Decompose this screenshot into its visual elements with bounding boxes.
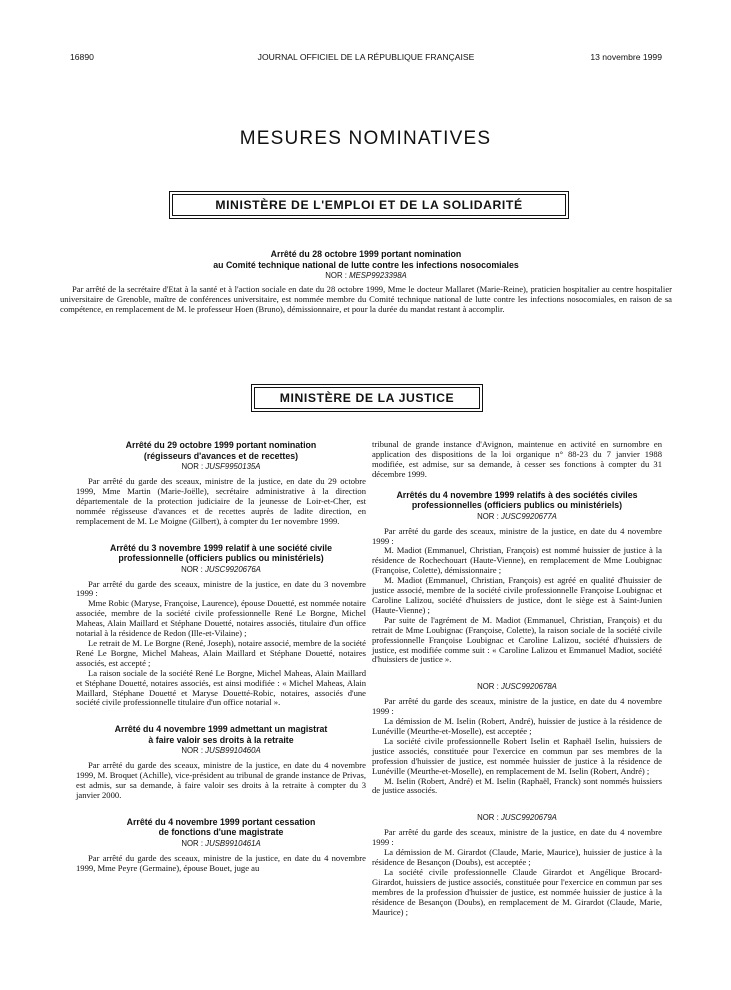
nor-reference: NOR : MESP9923398A	[325, 271, 407, 280]
article-body: Par arrêté du garde des sceaux, ministre de la justice, en date du 3 novembre 1999 : Mme Robic (Maryse, Françoise, Laurence), épouse Douetté, est nommée notaire associée, membre de la société civile professionnelle René Le Borgne, Michel Maheas, Alain Maillard et Stéphane Douetté, notaires associés, titulaire d'un office notarial à la résidence de Redon (Ille-et-Vilaine) ; Le retrait de M. Le Borgne (René, Joseph), notaire associé, membre de la société René Le Borgne, Michel Maheas, Alain Maillard et Stéphane Douetté, notaires associés, est accepté ; La raison sociale de la société René Le Borgne, Michel Maheas, Alain Maillard et Stéphane Douetté, notaires associés, est ainsi modifiée : « Michel Maheas, Alain Maillard, Stéphane Douetté et Maryse Douetté-Robic, notaires, associés d'une société civile professionnelle titulaire d'un office notarial ».	[76, 578, 366, 708]
ministry-justice-heading: MINISTÈRE DE LA JUSTICE	[254, 387, 480, 409]
article-heading: Arrêté du 3 novembre 1999 relatif à une société civile professionnelle (officiers publics ou ministériels)	[110, 542, 332, 564]
section-title: MESURES NOMINATIVES	[239, 128, 492, 149]
article-body: Par arrêté du garde des sceaux, ministre de la justice, en date du 4 novembre 1999 : M. Madiot (Emmanuel, Christian, François) est nommé huissier de justice à la résidence de Rochechouart (Haute-Vienne), en remplacement de Mme Loubignac (Françoise, Colette), démissionnaire ; M. Madiot (Emmanuel, Christian, François) est agréé en qualité d'huissier de justice associé, membre de la société civile professionnelle Françoise Loubignac et Caroline Lalizou, société d'huissiers de justice, dont le siège est à Saint-Junien (Haute-Vienne) ; Par suite de l'agrément de M. Madiot (Emmanuel, Christian, François) et du retrait de Mme Loubignac (Françoise, Colette), la raison sociale de la société civile professionnelle Françoise Loubignac et Caroline Lalizou, société d'huissiers de justice, est modifiée comme suit : « Caroline Lalizou et Emmanuel Madiot, société d'huissiers de justice ».	[372, 525, 662, 665]
nor-reference: NOR : JUSC9920676A	[181, 564, 261, 574]
article-body: Par arrêté du garde des sceaux, ministre de la justice, en date du 4 novembre 1999, M. Broquet (Achille), vice-président au tribunal de grande instance de Privas, est admis, sur sa demande, à faire valoir ses droits à la retraite à compter du 3 janvier 2000.	[76, 760, 366, 801]
ministry-emploi-heading: MINISTÈRE DE L'EMPLOI ET DE LA SOLIDARITÉ	[172, 194, 566, 216]
nor-reference: NOR : JUSB9910460A	[181, 746, 261, 756]
nor-reference: NOR : JUSF9950135A	[181, 462, 261, 471]
issue-date: 13 novembre 1999	[590, 52, 662, 62]
right-column	[372, 440, 662, 918]
article-heading: Arrêté du 29 octobre 1999 portant nomination (régisseurs d'avances et de recettes)	[125, 440, 317, 461]
article-body: Par arrêté du garde des sceaux, ministre de la justice, en date du 4 novembre 1999 : La démission de M. Girardot (Claude, Marie, Maurice), huissier de justice à la résidence de Besançon (Doubs), est acceptée ; La société civile professionnelle Claude Girardot et Angélique Brocard-Girardot, huissiers de justice associés, constituée pour l'exercice en commun par ses membres de la profession d'huissier de justice, est nommée huissier de justice à la résidence de Besançon (Doubs), en remplacement de M. Girardot (Claude, Marie, Maurice) ;	[372, 827, 662, 917]
article-body: Par arrêté du garde des sceaux, ministre de la justice, en date du 4 novembre 1999 : La démission de M. Iselin (Robert, André), huissier de justice à la résidence de Lunéville (Meurthe-et-Moselle), est acceptée ; La société civile professionnelle Robert Iselin et Raphaël Iselin, huissiers de justice associés, constituée pour l'exercice en commun par ses membres de la profession d'huissier de justice, est nommée huissier de justice à la résidence de Lunéville (Meurthe-et-Moselle), en remplacement de M. Iselin (Robert, André) ; M. Iselin (Robert, André) et M. Iselin (Raphaël, Franck) sont nommés huissiers de justice associés.	[372, 696, 662, 796]
article-heading: Arrêtés du 4 novembre 1999 relatifs à des sociétés civiles professionnelles (officiers publics ou ministériels)	[396, 489, 638, 511]
left-column	[76, 440, 366, 874]
journal-title: JOURNAL OFFICIEL DE LA RÉPUBLIQUE FRANÇAISE	[257, 52, 475, 62]
article-heading: Arrêté du 4 novembre 1999 admettant un magistrat à faire valoir ses droits à la retraite	[114, 724, 328, 745]
article-heading: Arrêté du 28 octobre 1999 portant nomination au Comité technique national de lutte contre les infections nosocomiales	[213, 249, 519, 270]
nor-reference: NOR : JUSB9910461A	[181, 838, 261, 848]
article-comite-technique	[60, 249, 672, 315]
article-heading: Arrêté du 4 novembre 1999 portant cessation de fonctions d'une magistrate	[126, 816, 316, 838]
nor-reference: NOR : JUSC9920678A	[477, 682, 557, 692]
nor-reference: NOR : JUSC9920677A	[477, 511, 557, 521]
article-body: Par arrêté du garde des sceaux, ministre de la justice, en date du 29 octobre 1999, Mme Martin (Marie-Joëlle), secrétaire administrative à la direction départementale de la protection judiciaire de la jeunesse de Loir-et-Cher, est nommée régisseuse d'avances et de recettes auprès de ladite direction, en remplacement de M. Le Moigne (Gilbert), à compter du 1er novembre 1999.	[76, 476, 366, 526]
article-body: Par arrêté de la secrétaire d'Etat à la santé et à l'action sociale en date du 28 octobre 1999, Mme le docteur Mallaret (Marie-Reine), praticien hospitalier au centre hospitalier universitaire de Grenoble, maître de conférences universitaire, est nommée membre du Comité technique national de lutte contre les infections nosocomiales, en raison de sa compétence, en remplacement de M. le professeur Hoen (Bruno), démissionnaire, et pour la durée du mandat restant à accomplir.	[60, 284, 672, 314]
page-number: 16890	[70, 52, 94, 62]
article-body-continued: tribunal de grande instance d'Avignon, maintenue en activité en surnombre en application des dispositions de la loi organique n° 88-23 du 7 janvier 1988 modifiée, est admise, sur sa demande, à cesser ses fonctions à compter du 31 décembre 1999.	[372, 439, 662, 479]
running-header	[70, 52, 662, 66]
article-body: Par arrêté du garde des sceaux, ministre de la justice, en date du 4 novembre 1999, Mme Peyre (Germaine), épouse Bouet, juge au	[76, 852, 366, 873]
nor-reference: NOR : JUSC9920679A	[477, 813, 557, 823]
